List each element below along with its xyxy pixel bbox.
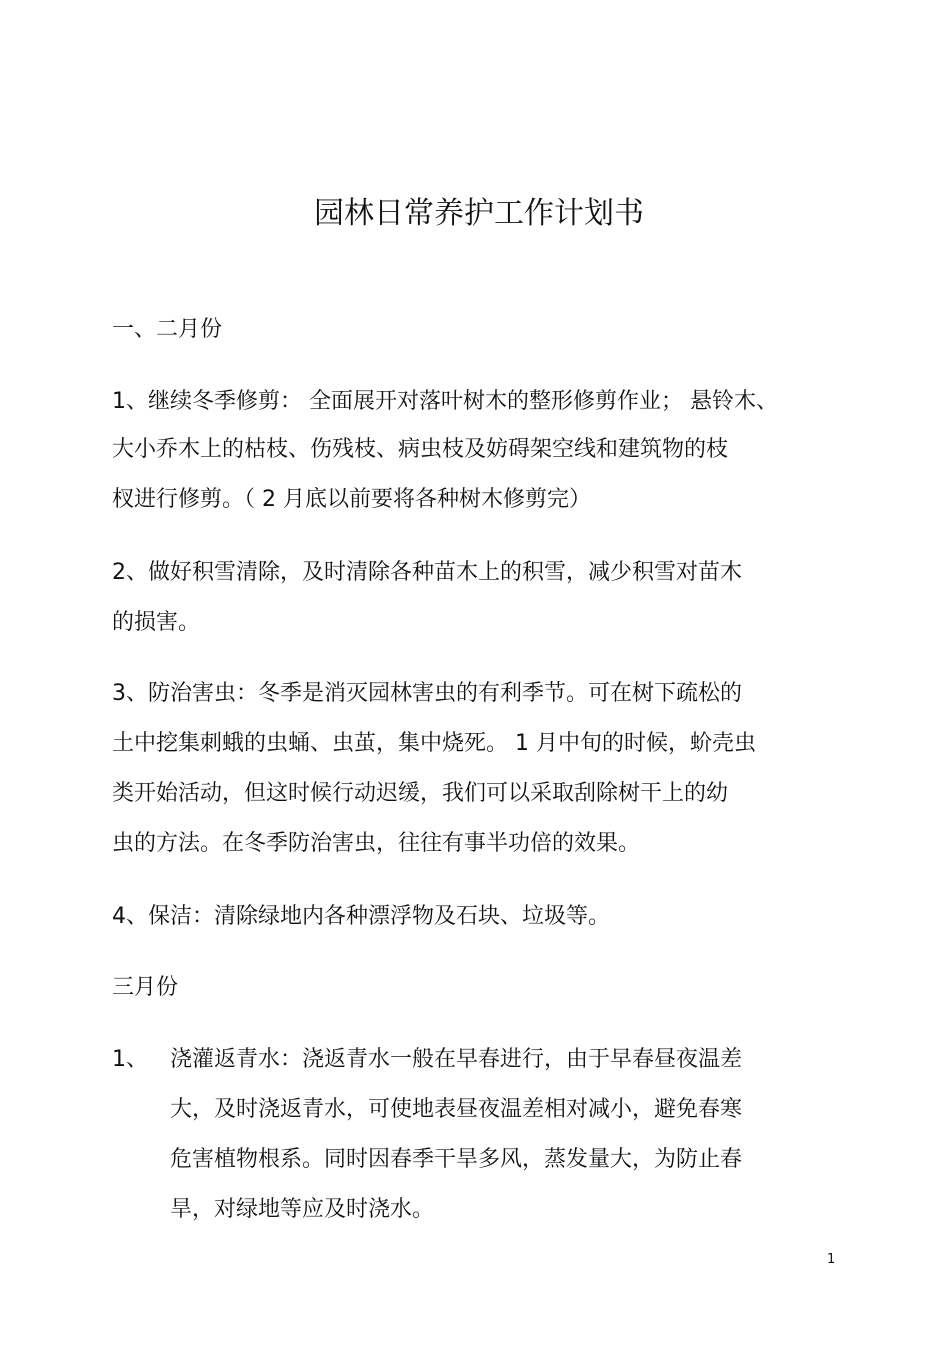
paragraph-line: 类开始活动，但这时候行动迟缓，我们可以采取刮除树干上的幼 (112, 781, 729, 806)
document-title: 园林日常养护工作计划书 (314, 196, 644, 231)
paragraph-line: 3、防治害虫：冬季是消灭园林害虫的有利季节。可在树下疏松的 (112, 681, 742, 706)
paragraph-line: 4、保洁：清除绿地内各种漂浮物及石块、垃圾等。 (112, 904, 610, 929)
paragraph-line: 1、继续冬季修剪： 全面展开对落叶树木的整形修剪作业； 悬铃木、 (112, 389, 778, 414)
paragraph-line: 大小乔木上的枯枝、伤残枝、病虫枝及妨碍架空线和建筑物的枝 (112, 437, 729, 462)
paragraph-line: 大，及时浇返青水，可使地表昼夜温差相对减小，避免春寒 (170, 1097, 743, 1122)
paragraph-line: 浇灌返青水：浇返青水一般在早春进行，由于早春昼夜温差 (170, 1047, 743, 1072)
section-heading: 三月份 (112, 975, 179, 1000)
paragraph-line: 虫的方法。在冬季防治害虫，往往有事半功倍的效果。 (112, 831, 641, 856)
page-number: 1 (827, 1252, 836, 1267)
paragraph-line: 杈进行修剪。（ 2 月底以前要将各种树木修剪完） (112, 487, 591, 512)
paragraph-line: 危害植物根系。同时因春季干旱多风，蒸发量大，为防止春 (170, 1147, 743, 1172)
paragraph-line: 旱，对绿地等应及时浇水。 (170, 1197, 435, 1222)
paragraph-line: 的损害。 (112, 610, 201, 635)
section-heading: 一、二月份 (112, 317, 223, 342)
paragraph-line: 2、做好积雪清除，及时清除各种苗木上的积雪，减少积雪对苗木 (112, 560, 742, 585)
list-number: 1、 (112, 1047, 148, 1072)
paragraph-line: 土中挖集刺蛾的虫蛹、虫茧，集中烧死。 1 月中旬的时候，蚧壳虫 (112, 731, 756, 756)
